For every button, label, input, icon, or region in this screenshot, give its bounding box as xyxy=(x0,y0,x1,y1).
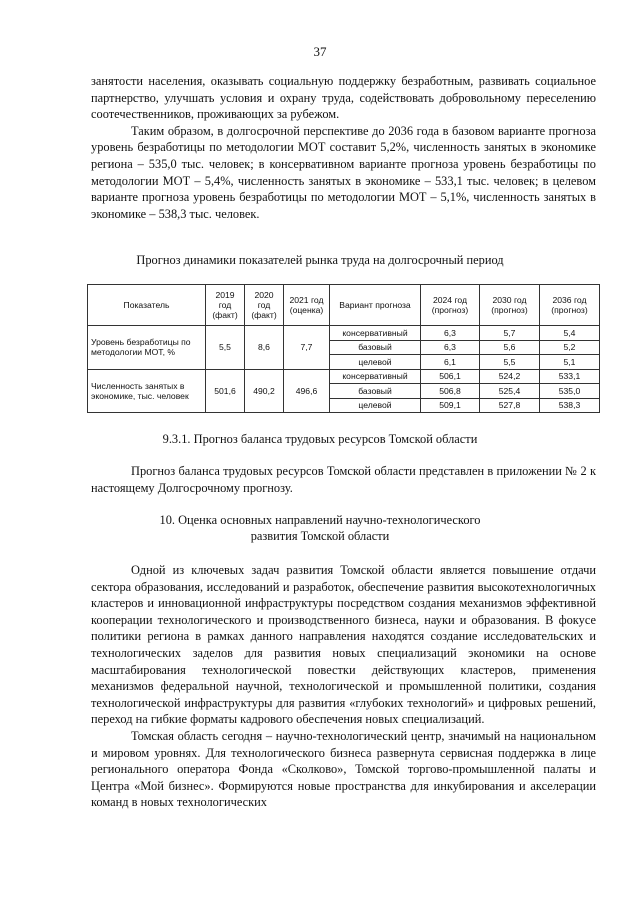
section-10-heading-line1: 10. Оценка основных направлений научно-технологического xyxy=(159,513,481,527)
table-cell: 5,5 xyxy=(206,326,245,370)
table-cell: 524,2 xyxy=(480,369,540,384)
variant-cell: консервативный xyxy=(330,369,421,384)
paragraph-employment: занятости населения, оказывать социальную поддержку безработным, развивать социальное партнерство, улучшать условия и охрану труда, содействовать добровольному переселению соотечественников, проживающих за рубежом. xyxy=(91,74,596,122)
table-cell: 7,7 xyxy=(284,326,330,370)
table-header-row xyxy=(88,285,600,326)
table-cell: 6,3 xyxy=(421,340,480,355)
section-931-text xyxy=(91,463,596,496)
header-2019: 2019 год (факт) xyxy=(206,285,245,326)
header-variant: Вариант прогноза xyxy=(330,285,421,326)
variant-cell: базовый xyxy=(330,340,421,355)
labor-market-forecast-table xyxy=(87,284,600,413)
table-cell: 490,2 xyxy=(245,369,284,413)
table-cell: 5,2 xyxy=(540,340,600,355)
variant-cell: целевой xyxy=(330,355,421,370)
header-2030: 2030 год (прогноз) xyxy=(480,285,540,326)
table-cell: 5,7 xyxy=(480,326,540,341)
header-2036: 2036 год (прогноз) xyxy=(540,285,600,326)
table-cell: 6,3 xyxy=(421,326,480,341)
table-row xyxy=(88,326,600,341)
table-cell: 496,6 xyxy=(284,369,330,413)
section-10-text xyxy=(91,562,596,811)
table-cell: 8,6 xyxy=(245,326,284,370)
table-cell: 5,4 xyxy=(540,326,600,341)
paragraph-key-tasks: Одной из ключевых задач развития Томской области является повышение отдачи сектора образования, исследований и разработок, обеспечение развития высокотехнологичных кластеров и инновационной инфраструктуры посредством создания механизмов эффективной кооперации технологического и производственного бизнеса, науки и образования. В фокусе политики региона в рамках данного направления находятся создание исследовательских и технологических заделов для развития новых специализаций экономики на основе масштабирования технологической повестки действующих кластеров, применения механизмов федеральной научной, технологической и промышленной политики, создания технологической инфраструктуры для развития «глубоких технологий» и цифровых решений, переход на гибкие форматы кадрового обеспечения новых специализаций. xyxy=(91,563,596,727)
table-row xyxy=(88,369,600,384)
table-cell: 506,1 xyxy=(421,369,480,384)
table-caption: Прогноз динамики показателей рынка труда на долгосрочный период xyxy=(136,253,504,267)
paragraph-tomsk-today: Томская область сегодня – научно-технологический центр, значимый на национальном и мировом уровнях. Для технологического бизнеса развернута сервисная поддержка в лице регионального оператора Фонда «Сколково», Томской торгово-промышленной палаты и Центра «Мой бизнес». Формируются новые пространства для инкубирования и акселерации команд в новых технологических xyxy=(91,728,596,810)
table-cell: 5,6 xyxy=(480,340,540,355)
indicator-unemployment: Уровень безработицы по методологии МОТ, % xyxy=(88,326,206,370)
header-indicator: Показатель xyxy=(88,285,206,326)
table-cell: 506,8 xyxy=(421,384,480,399)
header-2020: 2020 год (факт) xyxy=(245,285,284,326)
section-10-heading-line2: развития Томской области xyxy=(250,529,390,543)
variant-cell: консервативный xyxy=(330,326,421,341)
paragraph-forecast-summary: Таким образом, в долгосрочной перспективе до 2036 года в базовом варианте прогноза уровень безработицы по методологии МОТ составит 5,2%, численность занятых в экономике региона – 535,0 тыс. человек; в консервативном варианте прогноза уровень безработицы по методологии МОТ – 5,4%, численность занятых в экономике – 533,1 тыс. человек; в целевом варианте прогноза уровень безработицы по методологии МОТ – 5,1%, численность занятых в экономике – 538,3 тыс. человек. xyxy=(91,123,596,221)
table-cell: 535,0 xyxy=(540,384,600,399)
table-cell: 527,8 xyxy=(480,398,540,413)
table-cell: 5,5 xyxy=(480,355,540,370)
table-cell: 525,4 xyxy=(480,384,540,399)
table-cell: 5,1 xyxy=(540,355,600,370)
header-2021: 2021 год (оценка) xyxy=(284,285,330,326)
table-cell: 533,1 xyxy=(540,369,600,384)
page-number: 37 xyxy=(313,44,327,59)
table-cell: 509,1 xyxy=(421,398,480,413)
indicator-employment: Численность занятых в экономике, тыс. человек xyxy=(88,369,206,413)
intro-text xyxy=(91,73,596,222)
table-cell: 538,3 xyxy=(540,398,600,413)
table-cell: 6,1 xyxy=(421,355,480,370)
header-2024: 2024 год (прогноз) xyxy=(421,285,480,326)
paragraph-balance: Прогноз баланса трудовых ресурсов Томской области представлен в приложении № 2 к настоящему Долгосрочному прогнозу. xyxy=(91,464,596,495)
table-cell: 501,6 xyxy=(206,369,245,413)
variant-cell: базовый xyxy=(330,384,421,399)
section-931-heading: 9.3.1. Прогноз баланса трудовых ресурсов Томской области xyxy=(162,432,478,446)
variant-cell: целевой xyxy=(330,398,421,413)
